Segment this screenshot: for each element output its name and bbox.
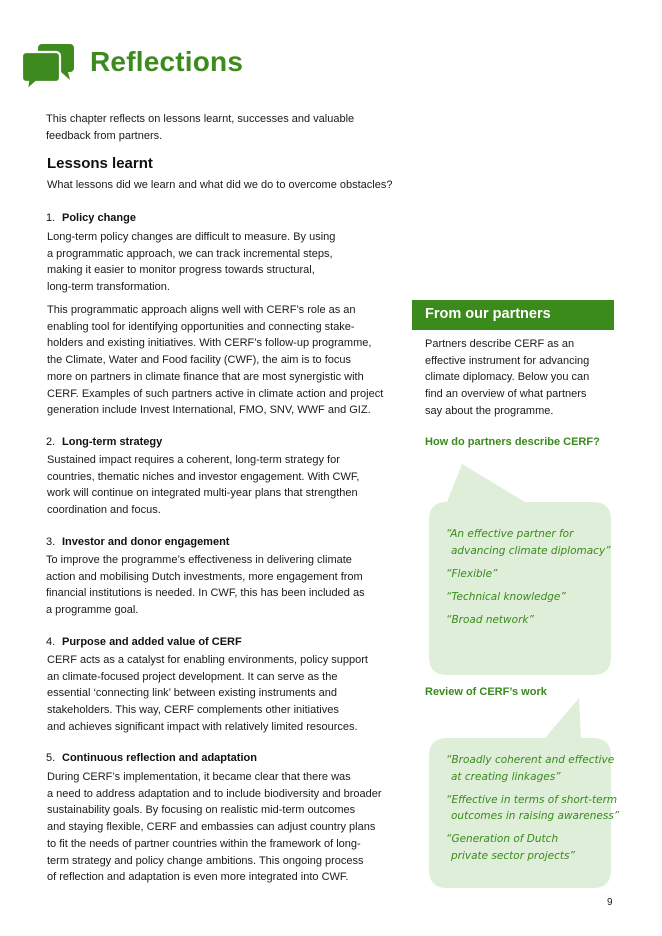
intro-paragraph: This chapter reflects on lessons learnt, successes and valuable feedback from partners. (46, 113, 355, 142)
quote-line: “Generation of Dutch (446, 833, 559, 845)
text-line: and staying flexible, CERF and embassies can adjust country plans (47, 821, 376, 834)
text-line: of reflection and adaptation is even more integrated into CWF. (47, 871, 349, 884)
text-line: work will continue on integrated multi-year plans that strengthen (47, 487, 358, 500)
lesson-2-body (47, 452, 382, 519)
text-line: Partners describe CERF as an (425, 338, 575, 350)
partners-title: From our partners (425, 306, 551, 322)
lesson-number: 2. (46, 436, 56, 448)
text-line: climate diplomacy. Below you can (425, 371, 590, 384)
text-line: the Climate, Water and Food facility (CWF), the aim is to focus (47, 354, 352, 367)
quote-item (446, 792, 619, 825)
text-line: Long-term policy changes are difficult to measure. By using (47, 231, 336, 243)
review-quotes (446, 752, 619, 871)
lesson-1-body (47, 229, 357, 296)
lesson-number: 1. (46, 212, 56, 224)
quote-line: “An effective partner for (446, 528, 574, 540)
lesson-5-body (47, 769, 399, 886)
describe-heading: How do partners describe CERF? (425, 436, 600, 448)
lesson-5-heading (46, 752, 257, 764)
text-line: and achieves significant impact with relatively limited resources. (47, 720, 358, 733)
text-line: making it easier to monitor progress towards structural, (47, 264, 315, 277)
lesson-4-body (47, 652, 377, 736)
quote-line: outcomes in raising awareness” (451, 810, 620, 822)
text-line: stakeholders. This way, CERF complements other initiatives (47, 704, 339, 717)
lesson-1-heading (46, 212, 136, 224)
lesson-4-heading (46, 636, 242, 648)
text-line: To improve the programme’s effectiveness in delivering climate (46, 554, 352, 566)
text-line: term strategy and policy change ambitions. This ongoing process (47, 854, 364, 867)
lesson-1-body-continued (47, 302, 397, 419)
quote-item (446, 831, 619, 864)
text-line: effective instrument for advancing (425, 354, 590, 367)
text-line: find an overview of what partners (425, 388, 587, 401)
text-line: Sustained impact requires a coherent, long-term strategy for (47, 454, 340, 466)
text-line: coordination and focus. (47, 504, 161, 517)
page-title: Reflections (90, 46, 244, 77)
lessons-heading: Lessons learnt (47, 155, 153, 172)
page-number: 9 (607, 897, 613, 908)
text-line: countries, thematic niches and investor engagement. With CWF, (47, 470, 360, 483)
text-line: an climate-focused project development. It can serve as the (47, 670, 338, 683)
text-line: This programmatic approach aligns well with CERF’s role as an (47, 304, 356, 316)
text-line: sustainability goals. By focusing on realistic mid-term outcomes (47, 804, 356, 817)
quote-item: “Broad network” (446, 613, 534, 626)
lesson-3-heading (46, 536, 229, 548)
text-line: action and mobilising Dutch investments, more engagement from (46, 570, 363, 583)
text-line: a need to address adaptation and to include biodiversity and broader (47, 787, 382, 800)
quote-line: at creating linkages” (451, 770, 561, 783)
lesson-title: Continuous reflection and adaptation (62, 752, 257, 764)
text-line: holders and existing initiatives. With CERF’s follow-up programme, (47, 337, 372, 350)
review-heading: Review of CERF’s work (425, 686, 547, 698)
text-line: long-term transformation. (47, 281, 170, 294)
speech-bubbles-icon (22, 42, 76, 90)
quote-item: “Flexible” (446, 567, 498, 580)
text-line: a programme goal. (46, 604, 139, 617)
partners-intro (425, 336, 605, 420)
text-line: more on partners in climate finance that are most synergistic with (47, 370, 364, 383)
text-line: CERF acts as a catalyst for enabling environments, policy support (47, 654, 368, 666)
lesson-title: Purpose and added value of CERF (62, 636, 242, 648)
quote-item (446, 526, 611, 559)
lesson-number: 4. (46, 636, 56, 648)
lessons-subheading: What lessons did we learn and what did we do to overcome obstacles? (47, 179, 393, 191)
quote-line: “Broadly coherent and effective (446, 754, 615, 766)
lesson-title: Policy change (62, 212, 136, 224)
text-line: essential ‘connecting link’ between existing instruments and (47, 687, 338, 700)
text-line: financial institutions is needed. In CWF, this has been included as (46, 587, 365, 600)
text-line: to fit the needs of partner countries within the framework of long- (47, 837, 361, 850)
text-line: During CERF’s implementation, it became clear that there was (47, 771, 351, 783)
lesson-3-body (46, 552, 386, 619)
text-line: CERF. Examples of such partners active in climate action and project (47, 387, 384, 400)
describe-quotes (446, 526, 611, 635)
quote-line: “Effective in terms of short-term (446, 793, 618, 806)
lesson-number: 3. (46, 536, 56, 548)
text-line: say about the programme. (425, 404, 554, 417)
quote-line: private sector projects” (451, 849, 575, 862)
quote-line: advancing climate diplomacy” (451, 544, 611, 557)
lesson-title: Investor and donor engagement (62, 536, 230, 548)
text-line: generation include Invest International, FMO, SNV, WWF and GIZ. (47, 404, 371, 417)
text-line: a programmatic approach, we can track incremental steps, (47, 247, 333, 260)
lesson-number: 5. (46, 752, 56, 764)
lesson-title: Long-term strategy (62, 436, 163, 448)
quote-item: “Technical knowledge” (446, 590, 566, 603)
text-line: enabling tool for identifying opportunities and connecting stake- (47, 320, 355, 333)
quote-item (446, 752, 619, 785)
lesson-2-heading (46, 436, 162, 448)
